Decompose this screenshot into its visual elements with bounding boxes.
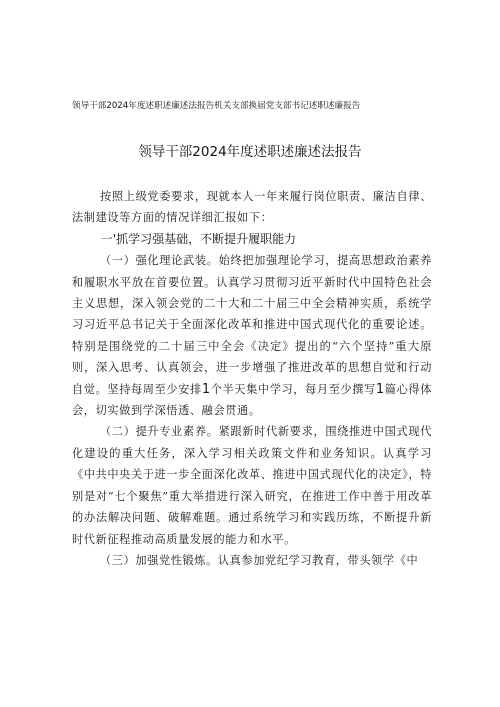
paragraph-professional-skills: （二）提升专业素养。紧跟新时代新要求，围绕推进中国式现代化建设的重大任务，深入学习相关政策文件和业务知识。认真学习《中共中央关于进一步全面深化改革、推进中国式现代化的决定》，特别是对“七个聚焦”重大举措进行深入研究，在推进工作中善于用改革的办法解决问题、破解难题。通过系统学习和实践历练，不断提升新时代新征程推动高质量发展的能力和水平。 xyxy=(72,425,432,546)
paragraph-number: 1 xyxy=(375,381,385,397)
intro-paragraph: 按照上级党委要求，现就本人一年来履行岗位职责、廉洁自律、法制建设等方面的情况详细汇报如下： xyxy=(72,190,432,225)
paragraph-text: 篇心得体会，切实做到学深悟透、融会贯通。 xyxy=(72,382,432,418)
paragraph-text: 个半天集中学习，每月至少撰写 xyxy=(210,382,376,396)
section-heading-1: 一'抓学习强基础，不断提升履职能力 xyxy=(100,231,297,246)
paragraph-number: 1 xyxy=(201,381,211,397)
paragraph-text: （一）强化理论武装。始终把加强理论学习，提高思想政治素养和履职水平放在首要位置。认真学习贯彻习近平新时代中国特色社会主义思想，深入领会党的二十大和二十届三中全会精神实质，系统学习习近平总书记关于全面深化改革和推进中国式现代化的重要论述。特别是围绕党的二十届三中全会《决定》提出的“六个坚持”重大原则，深入思考、认真领会，进一步增强了推进改革的思想自觉和行动自觉。坚持每周至少安排 xyxy=(72,254,432,396)
document-body xyxy=(72,186,432,571)
running-header: 领导干部2024年度述职述廉述法报告机关支部换届党支部书记述职述廉报告 xyxy=(72,101,361,111)
document-title: 领导干部2024年度述职述廉述法报告 xyxy=(138,144,362,160)
paragraph-theory-study xyxy=(72,250,432,421)
paragraph-party-discipline: （三）加强党性锻炼。认真参加党纪学习教育，带头领学《中 xyxy=(100,553,419,567)
